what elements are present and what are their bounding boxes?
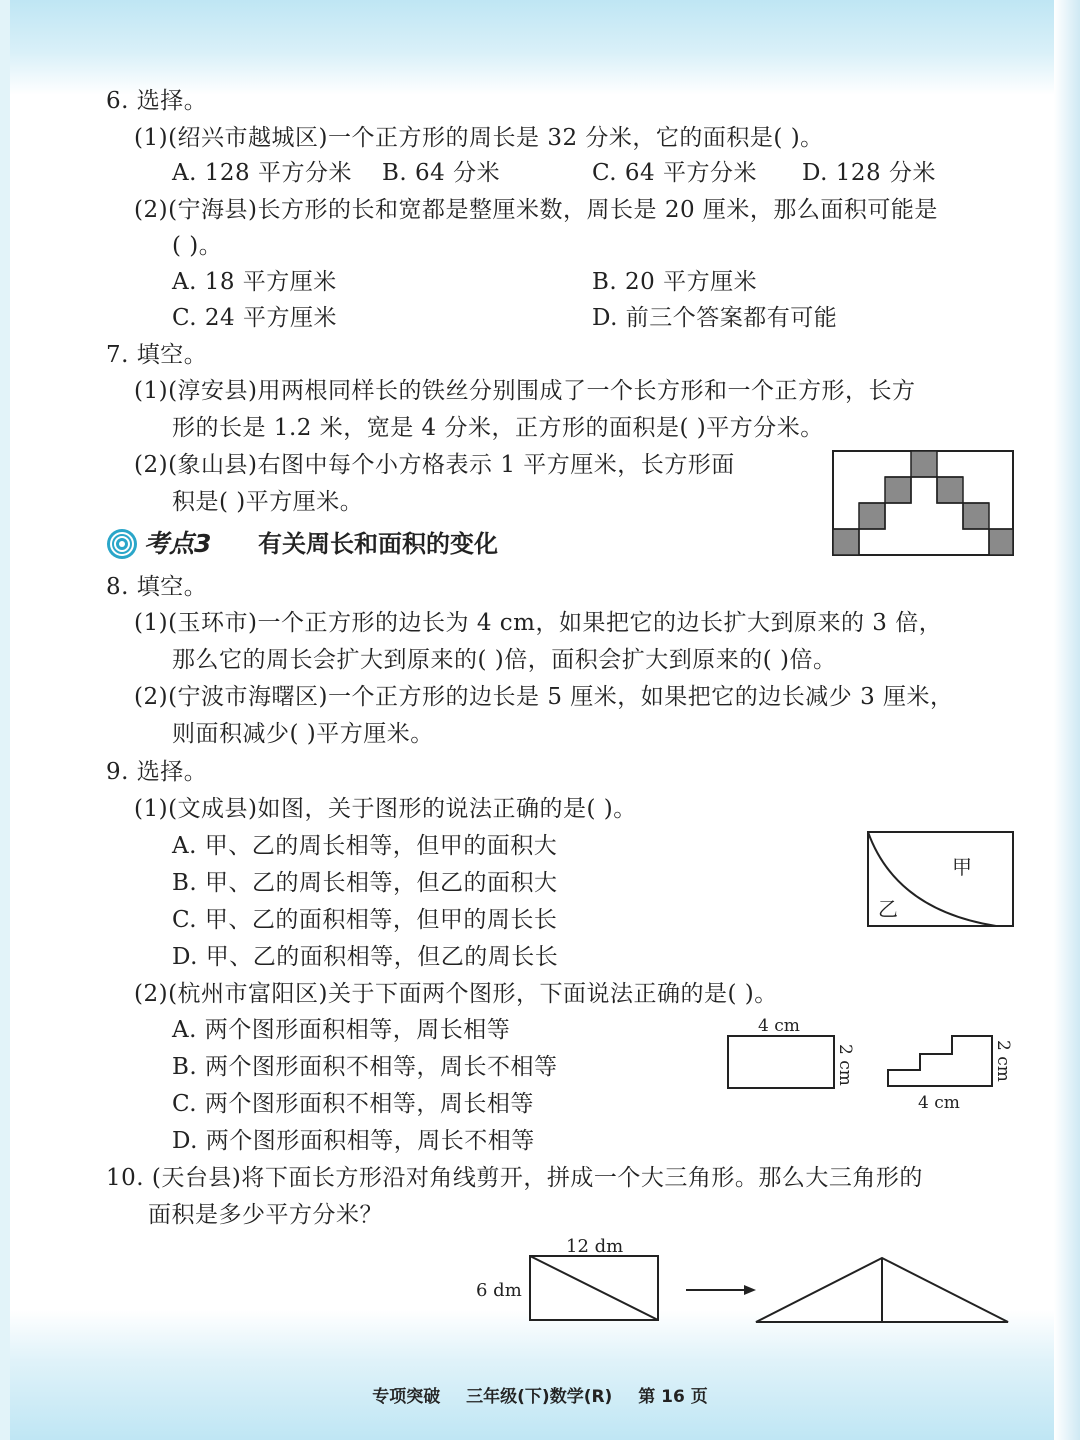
q10-stem: 10. (天台县)将下面长方形沿对角线剪开，拼成一个大三角形。那么大三角形的 (106, 1165, 923, 1191)
q9-2-option-c: C. 两个图形面积不相等，周长相等 (172, 1091, 534, 1117)
q6-1-option-c: C. 64 平方分米 (592, 160, 757, 186)
rectangle-shape (728, 1036, 834, 1088)
q10-figure (470, 1236, 1018, 1330)
q9-2-option-a: A. 两个图形面积相等，周长相等 (172, 1017, 511, 1043)
q10-top-label: 12 dm (566, 1236, 624, 1257)
arrow-icon (744, 1285, 756, 1295)
rect-top-label: 4 cm (758, 1016, 800, 1036)
q7-heading: 7. 填空。 (106, 342, 208, 368)
q9-2-stem: (2)(杭州市富阳区)关于下面两个图形，下面说法正确的是( )。 (134, 981, 778, 1007)
q7-2-grid-figure (832, 450, 1014, 556)
q8-heading: 8. 填空。 (106, 574, 208, 600)
step-bottom-label: 4 cm (918, 1093, 960, 1113)
q6-2-option-d: D. 前三个答案都有可能 (592, 305, 838, 331)
q9-1-figure (866, 830, 1016, 930)
staircase-shape (888, 1036, 992, 1086)
q6-1-option-d: D. 128 分米 (802, 160, 936, 186)
q7-1-stem: (1)(淳安县)用两根同样长的铁丝分别围成了一个长方形和一个正方形，长方 (134, 378, 916, 404)
q9-2-option-d: D. 两个图形面积相等，周长不相等 (172, 1128, 535, 1154)
q7-2-stem: (2)(象山县)右图中每个小方格表示 1 平方厘米，长方形面 (134, 452, 735, 478)
q6-1-option-a: A. 128 平方分米 (172, 160, 352, 186)
footer-page-number: 第 16 页 (638, 1387, 708, 1407)
q6-1-stem: (1)(绍兴市越城区)一个正方形的周长是 32 分米，它的面积是( )。 (134, 125, 824, 151)
page-footer (0, 1382, 1080, 1407)
spiral-icon (106, 528, 138, 560)
q7-2-stem-cont: 积是( )平方厘米。 (172, 489, 364, 515)
q6-2-option-c: C. 24 平方厘米 (172, 305, 337, 331)
section-label: 考点3 (144, 529, 212, 558)
q9-1-option-d: D. 甲、乙的面积相等，但乙的周长长 (172, 944, 559, 970)
q8-1-stem: (1)(玉环市)一个正方形的边长为 4 cm，如果把它的边长扩大到原来的 3 倍， (134, 610, 943, 636)
q8-1-stem-cont: 那么它的周长会扩大到原来的( )倍，面积会扩大到原来的( )倍。 (172, 647, 837, 673)
q10-side-label: 6 dm (476, 1280, 522, 1301)
q6-2-stem: (2)(宁海县)长方形的长和宽都是整厘米数，周长是 20 厘米，那么面积可能是 (134, 197, 938, 223)
q9-heading: 9. 选择。 (106, 759, 208, 785)
q10-stem-cont: 面积是多少平方分米？ (148, 1202, 383, 1228)
step-side-label: 2 cm (993, 1040, 1013, 1082)
label-jia: 甲 (952, 855, 972, 879)
q9-1-option-c: C. 甲、乙的面积相等，但甲的周长长 (172, 907, 558, 933)
rect-side-label: 2 cm (835, 1044, 855, 1086)
q6-2-option-b: B. 20 平方厘米 (592, 269, 758, 295)
q9-2-figures (722, 1012, 1022, 1118)
q9-2-option-b: B. 两个图形面积不相等，周长不相等 (172, 1054, 558, 1080)
q6-heading: 6. 选择。 (106, 88, 208, 114)
q7-1-stem-cont: 形的长是 1.2 米，宽是 4 分米，正方形的面积是( )平方分米。 (172, 415, 824, 441)
q9-1-option-b: B. 甲、乙的周长相等，但乙的面积大 (172, 870, 558, 896)
q9-1-stem: (1)(文成县)如图，关于图形的说法正确的是( )。 (134, 796, 637, 822)
q6-2-option-a: A. 18 平方厘米 (172, 269, 337, 295)
q9-1-option-a: A. 甲、乙的周长相等，但甲的面积大 (172, 833, 558, 859)
q6-2-stem-cont: ( )。 (172, 233, 223, 259)
label-yi: 乙 (878, 897, 898, 921)
footer-book: 专项突破 (372, 1387, 441, 1407)
q8-2-stem-cont: 则面积减少( )平方厘米。 (172, 721, 434, 747)
q8-2-stem: (2)(宁波市海曙区)一个正方形的边长是 5 厘米，如果把它的边长减少 3 厘米， (134, 684, 954, 710)
q6-1-option-b: B. 64 分米 (382, 160, 501, 186)
footer-grade-subject: 三年级(下)数学(R) (466, 1387, 613, 1407)
section-title: 有关周长和面积的变化 (258, 530, 498, 558)
